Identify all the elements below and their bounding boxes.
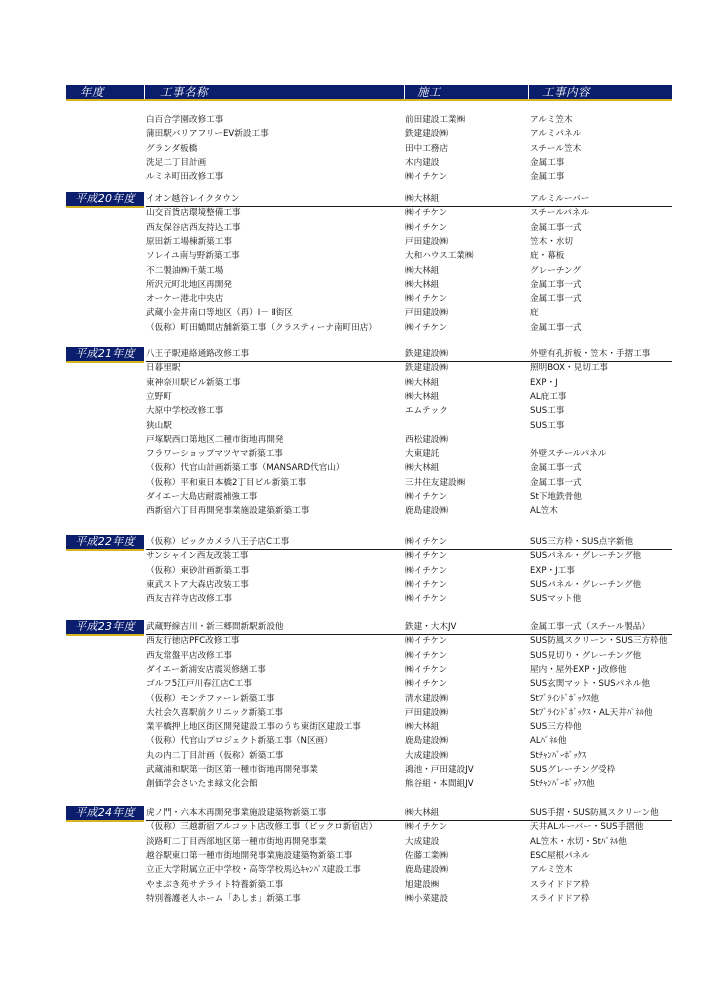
contractor-name: ㈱イチケン [405, 172, 448, 183]
contractor-name: ㈱イチケン [405, 294, 448, 305]
project-name: 東神奈川駅ビル新築工事 [146, 377, 241, 388]
table-row [66, 634, 672, 648]
project-name: （仮称）ビックカメラ八王子店C工事 [146, 537, 290, 547]
project-name: ダイエー大島店耐震補強工事 [146, 492, 258, 502]
table-row [66, 142, 672, 156]
project-name: ダイエー新浦安店震災修繕工事 [146, 664, 266, 675]
work-content: 照明BOX・見切工事 [530, 363, 609, 374]
work-content: SUS見切り・グレーチング他 [530, 650, 642, 661]
project-name: 大社会久喜駅前クリニック新築工事 [146, 707, 283, 718]
contractor-name: ㈱イチケン [405, 208, 448, 219]
work-content: SUSパネル・グレーチング他 [530, 551, 642, 562]
contractor-name: 鉄建建設㈱ [405, 129, 448, 140]
contractor-name: 大和ハウス工業㈱ [405, 251, 474, 262]
contractor-name: ㈱イチケン [405, 664, 448, 675]
work-content: スライドドア枠 [530, 879, 590, 890]
contractor-name: ㈱イチケン [405, 537, 448, 547]
work-content: アルミ笠木 [530, 115, 573, 125]
project-name: 越谷駅東口第一種市街地開発事業施設建築物新築工事 [146, 850, 353, 861]
work-content: スライドドア枠 [530, 893, 590, 904]
table-row [66, 706, 672, 720]
table-row [66, 892, 672, 906]
work-content: スチール笠木 [530, 143, 582, 154]
contractor-name: ㈱大林組 [405, 377, 440, 388]
table-row [66, 221, 672, 235]
table-row [66, 404, 672, 418]
table-row [66, 206, 672, 220]
table-row [66, 849, 672, 863]
year-label: 平成20年度 [66, 192, 144, 208]
work-content: SUS三方枠・SUS点字新他 [530, 537, 634, 547]
project-name: （仮称）東砂計画新築工事 [146, 565, 250, 576]
project-name: （仮称）代官山計画新築工事（MANSARD代官山） [146, 463, 345, 474]
work-content: SUS防風スクリーン・SUS三方枠他 [530, 636, 668, 647]
table-row [66, 806, 672, 820]
work-content: グレーチング [530, 265, 581, 276]
table-row [66, 863, 672, 877]
work-content: 金属工事一式 [530, 477, 582, 488]
project-name: ゴルフ5江戸川春江店C工事 [146, 679, 252, 690]
table-row [66, 777, 672, 791]
work-content: 金属工事一式 [530, 222, 582, 233]
project-name: （仮称）三越新宿アルコット店改修工事（ビックロ新宿店） [146, 822, 378, 833]
table-row [66, 235, 672, 249]
contractor-name: ㈱大林組 [405, 722, 440, 733]
project-name: 武蔵浦和駅第一街区第一種市街地再開発事業 [146, 765, 318, 775]
contractor-name: 鹿島建設㈱ [405, 736, 448, 747]
work-content: Stﾌﾞﾗｲﾝﾄﾞﾎﾞｯｸｽ・AL天井ﾊﾟﾈﾙ他 [530, 707, 653, 718]
work-content: ALﾊﾟﾈﾙ他 [530, 736, 567, 747]
work-content: 屋内・屋外EXP・J改修他 [530, 664, 627, 675]
project-name: 八王子駅連絡通路改修工事 [146, 349, 250, 359]
work-content: SUS三方枠他 [530, 722, 582, 733]
contractor-name: ㈱イチケン [405, 551, 448, 562]
project-name: 淡路町二丁目西部地区第一種市街地再開発事業 [146, 836, 327, 847]
table-row [66, 578, 672, 592]
contractor-name: 鹿島建設㈱ [405, 865, 448, 876]
work-content: St下地鉄骨他 [530, 492, 582, 502]
contractor-name: 大東建託 [405, 449, 440, 460]
header-divider [144, 85, 145, 99]
project-name: 大原中学校改修工事 [146, 406, 224, 417]
contractor-name: 鴻池・戸田建設JV [405, 765, 474, 775]
work-content: AL笠木 [530, 506, 558, 517]
table-row [66, 720, 672, 734]
project-name: 立正大学附属立正中学校・高等学校馬込ｷｬﾝﾊﾟｽ建設工事 [146, 865, 361, 876]
project-name: 業平橋押上地区街区開発建設工事のうち東街区建設工事 [146, 722, 361, 733]
work-content: EXP・J [530, 377, 558, 388]
header-divider [528, 85, 529, 99]
contractor-name: 大成建設 [405, 836, 440, 847]
contractor-name: ㈱イチケン [405, 636, 448, 647]
project-name: 西友吉祥寺店改修工事 [146, 594, 232, 605]
work-content: 金属工事 [530, 157, 565, 168]
project-name: 武蔵小金井南口等地区（再）Ⅰ－ Ⅱ街区 [146, 308, 293, 319]
work-content: SUS手摺・SUS防風スクリーン他 [530, 808, 659, 818]
table-row [66, 433, 672, 447]
table-row [66, 347, 672, 361]
project-name: （仮称）代官山プロジェクト新築工事（N区画） [146, 736, 333, 747]
contractor-name: 鹿島建設㈱ [405, 506, 448, 517]
contractor-name: 木内建設 [405, 157, 440, 168]
table-row [66, 535, 672, 549]
work-content: 外壁スチールパネル [530, 449, 607, 460]
work-content: SUSパネル・グレーチング他 [530, 579, 642, 590]
year-label: 平成22年度 [66, 535, 144, 551]
project-name: 西新宿六丁目再開発事業施設建築新築工事 [146, 506, 310, 517]
contractor-name: 旭建設㈱ [405, 879, 440, 890]
work-content: 金属工事一式 [530, 294, 582, 305]
header-contractor: 施工 [417, 85, 441, 99]
table-row [66, 264, 672, 278]
work-content: 笠木・水切 [530, 236, 573, 247]
contractor-name: 田中工務店 [405, 143, 448, 154]
table-row [66, 620, 672, 634]
table-row [66, 677, 672, 691]
project-name: 丸の内二丁目計画（仮称）新築工事 [146, 750, 284, 761]
project-name: （仮称）平和東日本橋2丁目ビル新築工事 [146, 477, 307, 488]
table-row [66, 504, 672, 518]
contractor-name: ㈱小菜建設 [405, 893, 448, 904]
work-content: 庇 [530, 308, 539, 319]
project-name: 狭山駅 [146, 420, 172, 431]
project-name: 東武ストア大森店改装工事 [146, 579, 249, 590]
table-row [66, 306, 672, 320]
work-content: Stﾁｬﾝﾊﾞｰﾎﾞｯｸｽ他 [530, 779, 595, 790]
table-row [66, 564, 672, 578]
work-content: 金属工事一式 [530, 322, 582, 333]
project-name: 白百合学園改修工事 [146, 115, 224, 125]
table-row [66, 376, 672, 390]
work-content: SUSマット他 [530, 594, 582, 605]
work-content: 金属工事一式 [530, 463, 582, 474]
table-row [66, 692, 672, 706]
work-content: EXP・J工事 [530, 565, 575, 576]
contractor-name: ㈱イチケン [405, 679, 448, 690]
project-name: 創価学会さいたま緑文化会館 [146, 779, 258, 790]
table-row [66, 278, 672, 292]
project-name: ルミネ町田改修工事 [146, 172, 224, 183]
work-content: スチールパネル [530, 208, 590, 219]
contractor-name: ㈱イチケン [405, 492, 448, 502]
contractor-name: ㈱大林組 [405, 808, 440, 818]
contractor-name: ㈱大林組 [405, 391, 440, 402]
contractor-name: 前田建設工業㈱ [405, 115, 466, 125]
contractor-name: 熊谷組・本間組JV [405, 779, 474, 790]
project-name: 山交百貨店環境整備工事 [146, 208, 241, 219]
contractor-name: 鉄建建設㈱ [405, 349, 448, 359]
table-row [66, 113, 672, 127]
contractor-name: 佐藤工業㈱ [405, 850, 448, 861]
project-name: 戸塚駅西口第地区二種市街地再開発 [146, 434, 284, 445]
work-content: アルミ笠木 [530, 865, 573, 876]
contractor-name: 大成建設㈱ [405, 750, 448, 761]
project-name: 西友行徳店PFC改修工事 [146, 636, 240, 647]
table-row [66, 447, 672, 461]
project-name: 西友常盤平店改修工事 [146, 650, 232, 661]
project-name: 立野町 [146, 391, 172, 402]
work-content: Stﾁｬﾝﾊﾞｰﾎﾞｯｸｽ [530, 750, 587, 761]
contractor-name: ㈱大林組 [405, 279, 440, 290]
table-row [66, 734, 672, 748]
work-content: ESC屋根パネル [530, 850, 590, 861]
project-name: 洗足二丁目計画 [146, 157, 207, 168]
header-divider [404, 85, 405, 99]
work-content: 金属工事一式 [530, 279, 582, 290]
contractor-name: 戸田建設㈱ [405, 707, 448, 718]
table-row [66, 878, 672, 892]
contractor-name: ㈱イチケン [405, 222, 448, 233]
contractor-name: 西松建設㈱ [405, 434, 448, 445]
contractor-name: ㈱イチケン [405, 822, 448, 833]
header-year: 年度 [80, 85, 104, 99]
table-row [66, 361, 672, 375]
table-row [66, 321, 672, 335]
header-content: 工事内容 [542, 85, 590, 99]
work-content: 庇・幕板 [530, 251, 565, 262]
contractor-name: ㈱イチケン [405, 594, 448, 605]
contractor-name: 鉄建・大木JV [405, 622, 457, 632]
work-content: AL笠木・水切・Stﾊﾟﾈﾙ他 [530, 836, 627, 847]
work-content: SUS工事 [530, 420, 565, 431]
project-name: 蒲田駅バリアフリーEV新設工事 [146, 129, 269, 140]
project-name: 虎ノ門・六本木再開発事業施設建築物新築工事 [146, 808, 327, 818]
table-row [66, 592, 672, 606]
table-row [66, 476, 672, 490]
work-content: 金属工事一式（スチール製品） [530, 622, 650, 632]
table-row [66, 649, 672, 663]
year-label: 平成21年度 [66, 347, 144, 363]
project-name: フラワーショップマツヤマ新築工事 [146, 449, 283, 460]
project-name: 西友保谷店西友持込工事 [146, 222, 241, 233]
year-label: 平成24年度 [66, 806, 144, 822]
table-row [66, 390, 672, 404]
table-row [66, 292, 672, 306]
header-name: 工事名称 [160, 85, 208, 99]
work-content: AL庇工事 [530, 391, 567, 402]
project-name: オーケー港北中央店 [146, 294, 224, 305]
contractor-name: ㈱大林組 [405, 463, 440, 474]
work-content: 天井ALルーバー・SUS手摺他 [530, 822, 644, 833]
table-row [66, 170, 672, 184]
work-content: Stﾌﾞﾗｲﾝﾄﾞﾎﾞｯｸｽ他 [530, 693, 599, 704]
table-row [66, 835, 672, 849]
project-name: （仮称）町田鶴間店舗新築工事（クラスティーナ南町田店） [146, 322, 377, 333]
table-row [66, 663, 672, 677]
work-content: 金属工事 [530, 172, 565, 183]
table-row [66, 419, 672, 433]
contractor-name: 戸田建設㈱ [405, 236, 448, 247]
project-name: サンシャイン西友改装工事 [146, 551, 249, 562]
project-name: 日暮里駅 [146, 363, 181, 374]
work-content: 外壁有孔折板・笠木・手摺工事 [530, 349, 651, 359]
contractor-name: 鉄建建設㈱ [405, 363, 448, 374]
contractor-name: ㈱大林組 [405, 265, 440, 276]
table-header [66, 85, 672, 101]
project-name: 不二製油㈱千葉工場 [146, 265, 224, 276]
project-name: 所沢元町北地区再開発 [146, 279, 232, 290]
contractor-name: 戸田建設㈱ [405, 308, 448, 319]
contractor-name: ㈱イチケン [405, 650, 448, 661]
table-row [66, 749, 672, 763]
project-name: 特別養護老人ホーム「あしま」新築工事 [146, 893, 301, 904]
project-name: グランダ板橋 [146, 143, 198, 154]
table-row [66, 820, 672, 834]
project-name: ソレイユ南与野新築工事 [146, 251, 240, 262]
table-row [66, 490, 672, 504]
work-content: SUS玄関マット・SUSパネル他 [530, 679, 650, 690]
table-row [66, 156, 672, 170]
work-content: アルミパネル [530, 129, 582, 140]
contractor-name: ㈱大林組 [405, 194, 440, 204]
table-row [66, 192, 672, 206]
contractor-name: エムテック [405, 406, 448, 417]
table-row [66, 127, 672, 141]
project-name: （仮称）モンテファーレ新築工事 [146, 693, 275, 704]
contractor-name: 三井住友建設㈱ [405, 477, 466, 488]
project-name: イオン越谷レイクタウン [146, 194, 240, 204]
table-row [66, 549, 672, 563]
table-row [66, 461, 672, 475]
contractor-name: ㈱イチケン [405, 565, 448, 576]
project-name: やまぶき苑サテライト特養新築工事 [146, 879, 284, 890]
work-content: SUSグレーチング受枠 [530, 765, 616, 775]
table-row [66, 249, 672, 263]
work-content: SUS工事 [530, 406, 565, 417]
project-name: 武蔵野線吉川・新三郷間新駅新設他 [146, 622, 284, 632]
table-row [66, 763, 672, 777]
year-label: 平成23年度 [66, 620, 144, 636]
contractor-name: ㈱イチケン [405, 322, 448, 333]
contractor-name: 清水建設㈱ [405, 693, 448, 704]
work-content: アルミルーバー [530, 194, 590, 204]
project-name: 原田新工場棟新築工事 [146, 236, 232, 247]
contractor-name: ㈱イチケン [405, 579, 448, 590]
